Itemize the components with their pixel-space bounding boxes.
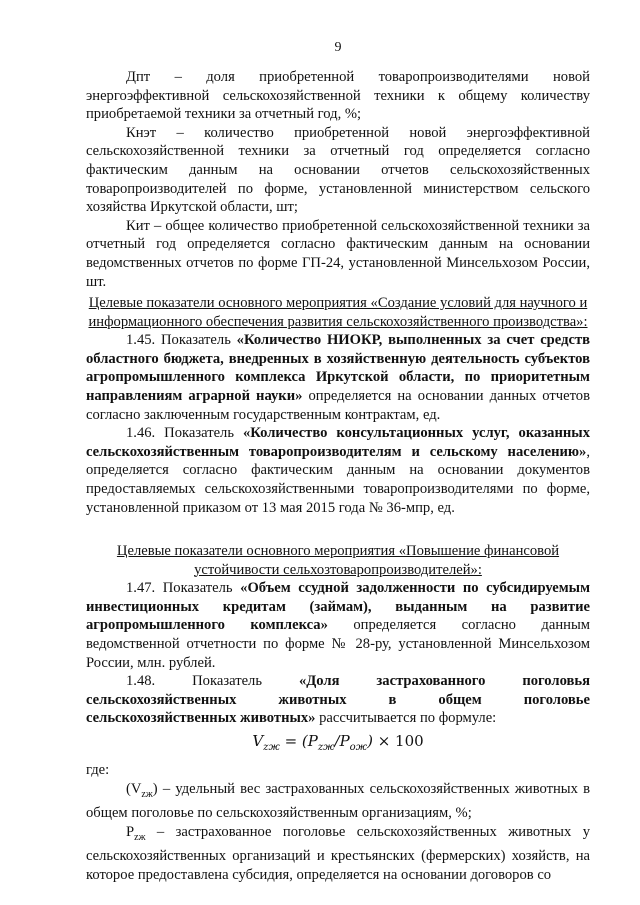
definition-text: – доля приобретенной товаропроизводителями новой энергоэффективной сельскохозяйственной техники к общему количеству приобретаемой техники за отчетный год, %; (86, 69, 590, 123)
indicator-title: «Доля застрахованного поголовья сельскохозяйственных животных в общем поголовье сельскохозяйственных животных» (86, 673, 591, 727)
indicator-description: , определяется согласно фактическим данным на основании документов предоставляемых сельскохозяйственными товаропроизводителями по форме, установленной приказом от 13 мая 2015 года № 36-мпр, ед. (86, 443, 590, 516)
formula-numerator: P (307, 731, 318, 750)
formula-lhs-sub: zж (263, 741, 280, 753)
section-2 (86, 542, 590, 884)
definitions-block (86, 68, 590, 291)
symbol-sub: zж (134, 831, 146, 843)
formula-denominator: P (339, 731, 350, 750)
symbol: P (126, 823, 135, 840)
indicator-description: определяется согласно данным ведомственной отчетности по форме № 28-ру, установленной Минсельхозом России, млн. рублей. (86, 617, 590, 671)
section-1-heading: Целевые показатели основного мероприятия «Создание условий для научного и информационного обеспечения развития сельскохозяйственного производства»: (88, 295, 588, 330)
formula-numerator-sub: zж (317, 741, 335, 753)
definition-kit (86, 217, 590, 291)
indicator-title: «Количество НИОКР, выполненных за счет средств областного бюджета, внедренных в хозяйственную деятельность субъектов агропромышленного комплекса Иркутской области, по приоритетным направлениям аграрной науки» (86, 332, 590, 404)
indicator-1-45 (86, 331, 590, 424)
definition-knet (86, 124, 590, 217)
indicator-title: «Количество консультационных услуг, оказанных сельскохозяйственным товаропроизводителям и сельскому населению» (86, 425, 590, 460)
formula-multiplier: × 100 (377, 731, 424, 750)
symbol: (V (126, 780, 142, 797)
indicator-number: 1.46. Показатель (126, 425, 243, 442)
symbol-tail: ) (152, 780, 158, 797)
indicator-1-46 (86, 424, 590, 517)
indicator-number: 1.45. Показатель (126, 332, 237, 349)
indicator-description: рассчитывается по формуле: (315, 710, 497, 727)
where-label: где: (86, 761, 110, 778)
symbol-dpt: Дпт (126, 69, 151, 85)
where-def-vzh (86, 780, 590, 823)
definition-dpt (86, 68, 590, 124)
indicator-title: «Объем ссудной задолженности по субсидируемым инвестиционных кредитам (займам), выданным на развитие агропромышленного комплекса» (86, 580, 591, 634)
formula-lhs: V (252, 731, 264, 750)
indicator-number: 1.48. Показатель (126, 673, 299, 690)
definition-text: – общее количество приобретенной сельскохозяйственной техники за отчетный год определяется согласно фактическим данным на основании ведомственных отчетов по форме ГП-24, установленной Минсельхозом России, шт. (86, 217, 590, 290)
indicator-description: определяется на основании данных отчетов согласно заключенным государственным контрактам, ед. (86, 387, 590, 423)
symbol-kit: Кит (126, 217, 150, 234)
symbol-sub: zж (141, 788, 153, 800)
section-1 (86, 294, 590, 517)
formula: $V_{zж} = (P_{zж}/P_{ож}) \times 100$ (252, 731, 424, 753)
page-number: 9 (334, 40, 342, 55)
section-2-heading: Целевые показатели основного мероприятия «Повышение финансовой устойчивости сельхозтоваропроизводителей»: (116, 543, 560, 578)
symbol-knet: Кнэт (126, 124, 157, 141)
indicator-1-47 (86, 579, 590, 672)
where-def-pzh (86, 823, 590, 885)
formula-denominator-sub: ож (349, 741, 368, 753)
indicator-1-48 (86, 672, 590, 728)
indicator-number: 1.47. Показатель (126, 580, 241, 597)
definition-text: – удельный вес застрахованных сельскохозяйственных животных в общем поголовье по сельскохозяйственным организациям, %; (86, 780, 590, 822)
definition-text: – количество приобретенной новой энергоэффективной сельскохозяйственной техники за отчетный год определяется согласно фактическим данным на основании отчетов сельскохозяйственных товаропроизводителей по форме, установленной министерством сельского хозяйства Иркутской области, шт; (86, 124, 590, 216)
definition-text: – застрахованное поголовье сельскохозяйственных животных у сельскохозяйственных организаций и крестьянских (фермерских) хозяйств, на которое предоставлена субсидия, определяется на основании договоров со (86, 823, 590, 883)
